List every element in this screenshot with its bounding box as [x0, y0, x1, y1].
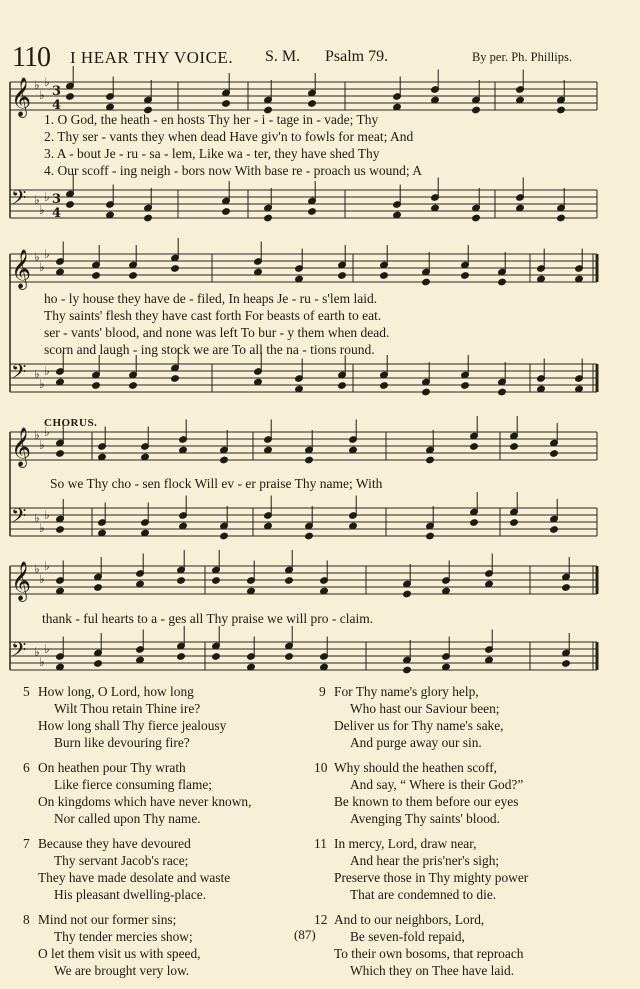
treble-clef: 𝄞	[11, 249, 32, 289]
stanza-line: 6 On heathen pour Thy wrath	[23, 760, 186, 776]
note-head	[557, 106, 566, 114]
composer-credit: By per. Ph. Phillips.	[471, 50, 572, 64]
time-signature: 4	[52, 206, 62, 221]
stanzas-right-column	[314, 684, 624, 989]
note-head	[557, 214, 566, 222]
page-number: (87)	[294, 927, 316, 942]
stanza-line: 8 Mind not our former sins;	[23, 912, 177, 928]
note-head	[422, 388, 431, 396]
flat-sign: ♭	[44, 642, 50, 656]
stanza-line: O let them visit us with speed,	[38, 946, 201, 962]
note-head	[426, 456, 435, 464]
stanza-line: Nor called upon Thy name.	[54, 810, 201, 826]
note-head	[426, 532, 435, 540]
note-head	[66, 93, 75, 101]
note-head	[144, 214, 153, 222]
bass-clef: 𝄢	[11, 638, 27, 666]
note-head	[305, 456, 314, 464]
stanza-line: 12 And to our neighbors, Lord,	[314, 912, 485, 928]
flat-sign: ♭	[34, 645, 40, 659]
flat-sign: ♭	[44, 508, 50, 522]
stanza-line: 5 How long, O Lord, how long	[23, 684, 194, 699]
stanza	[314, 760, 624, 828]
stanza-line: Avenging Thy saints' blood.	[350, 810, 500, 826]
note-head	[403, 590, 412, 598]
note-head	[470, 519, 479, 527]
flat-sign: ♭	[39, 260, 45, 274]
stanza-line: Thy tender mercies show;	[54, 929, 193, 945]
note-head	[461, 382, 470, 390]
stanza-line: Burn like devouring fire?	[54, 734, 190, 750]
note-head	[56, 450, 65, 458]
flat-sign: ♭	[39, 88, 45, 102]
note-head	[510, 519, 519, 527]
flat-sign: ♭	[44, 247, 50, 261]
note-head	[470, 443, 479, 451]
flat-sign: ♭	[44, 75, 50, 89]
note-head	[222, 208, 231, 216]
lyric-line: ser - vants' blood, and none was left To bur - y them when dead.	[44, 325, 390, 340]
stanza-line: 7 Because they have devoured	[23, 836, 191, 852]
note-head	[338, 272, 347, 280]
stanza-number: 5	[23, 684, 30, 699]
note-head	[305, 532, 314, 540]
lyric-line: 1. O God, the heath - en hosts Thy her - i - tage in - vade; Thy	[44, 112, 379, 127]
stanza-line: Wilt Thou retain Thine ire?	[54, 700, 201, 716]
note-head	[220, 456, 229, 464]
chorus-label: CHORUS.	[44, 417, 98, 429]
note-head	[285, 577, 294, 585]
flat-sign: ♭	[39, 521, 45, 535]
treble-clef: 𝄞	[11, 561, 32, 601]
stanza-line: How long shall Thy fierce jealousy	[38, 717, 227, 733]
note-head	[92, 272, 101, 280]
flat-sign: ♭	[34, 78, 40, 92]
time-signature: 4	[52, 98, 62, 113]
note-head	[129, 272, 138, 280]
psalm-reference: Psalm 79.	[325, 48, 389, 65]
stanza-number: 9	[319, 684, 326, 699]
stanza-number: 12	[314, 912, 328, 928]
note-head	[56, 526, 65, 534]
flat-sign: ♭	[44, 559, 50, 573]
stanza-line: 11 In mercy, Lord, draw near,	[314, 836, 477, 852]
lyric-line: 2. Thy ser - vants they when dead Have giv'n to fowls for meat; And	[44, 129, 414, 144]
note-head	[212, 577, 221, 585]
stanza-number: 11	[314, 836, 327, 852]
stanza-line: Deliver us for Thy name's sake,	[334, 717, 504, 733]
stanza	[23, 684, 318, 752]
stanza-line: They have made desolate and waste	[38, 870, 231, 886]
hymn-title: I HEAR THY VOICE.	[70, 48, 234, 67]
stanza-line: Be seven-fold repaid,	[350, 929, 465, 945]
note-head	[171, 265, 180, 273]
lyric-line: Thy saints' flesh they have cast forth For beasts of earth to eat.	[44, 308, 382, 323]
stanza-line: And say, “ Where is their God?”	[350, 777, 524, 793]
note-head	[66, 201, 75, 209]
stanza-line: We are brought very low.	[54, 963, 190, 979]
note-head	[92, 382, 101, 390]
stanza-line: Be known to them before our eyes	[334, 793, 519, 809]
stanza-line: On kingdoms which have never known,	[38, 793, 252, 809]
flat-sign: ♭	[39, 203, 45, 217]
stanza-line: And purge away our sin.	[350, 734, 482, 750]
note-head	[285, 653, 294, 661]
stanza	[314, 836, 624, 904]
stanzas-left-column	[23, 684, 318, 989]
note-head	[380, 382, 389, 390]
lyric-line: ho - ly house they have de - filed, In heaps Je - ru - s'lem laid.	[44, 291, 378, 306]
note-head	[171, 375, 180, 383]
note-head	[212, 653, 221, 661]
stanza-number: 6	[23, 760, 30, 776]
flat-sign: ♭	[44, 364, 50, 378]
stanza-line: 9 For Thy name's glory help,	[319, 684, 479, 699]
stanza	[23, 836, 318, 904]
stanza	[23, 912, 318, 980]
stanza-line: To their own bosoms, that reproach	[334, 946, 524, 962]
lyric-line: 4. Our scoff - ing neigh - bors now With base re - proach us wound; A	[44, 163, 423, 178]
stanza-number: 7	[23, 836, 30, 852]
stanza-line: Which they on Thee have laid.	[350, 963, 515, 979]
flat-sign: ♭	[34, 367, 40, 381]
hymn-meter: S. M.	[265, 48, 301, 65]
stanza-line: Like fierce consuming flame;	[54, 777, 213, 793]
flat-sign: ♭	[34, 250, 40, 264]
time-signature: 3	[52, 84, 62, 99]
note-head	[94, 584, 103, 592]
stanza-line: That are condemned to die.	[350, 886, 497, 902]
lyric-line: 3. A - bout Je - ru - sa - lem, Like wa - ter, they have shed Thy	[44, 146, 380, 161]
note-head	[264, 214, 273, 222]
note-head	[380, 272, 389, 280]
lyric-line: thank - ful hearts to a - ges all Thy praise we will pro - claim.	[42, 611, 374, 626]
stanza-line: 10 Why should the heathen scoff,	[314, 760, 498, 776]
note-head	[510, 443, 519, 451]
flat-sign: ♭	[34, 562, 40, 576]
note-head	[308, 208, 317, 216]
note-head	[562, 584, 571, 592]
note-head	[403, 666, 412, 674]
bass-clef: 𝄢	[11, 504, 27, 532]
note-head	[338, 382, 347, 390]
note-head	[222, 100, 231, 108]
stanza-number: 8	[23, 912, 30, 928]
lyric-line: So we Thy cho - sen flock Will ev - er praise Thy name; With	[50, 476, 383, 491]
note-head	[308, 100, 317, 108]
time-signature: 3	[52, 192, 62, 207]
hymn-number: 110	[12, 42, 50, 73]
flat-sign: ♭	[39, 377, 45, 391]
stanza-line: Thy servant Jacob's race;	[54, 853, 189, 869]
flat-sign: ♭	[39, 572, 45, 586]
lyric-line: scorn and laugh - ing stock we are To all the na - tions round.	[44, 342, 375, 357]
flat-sign: ♭	[39, 438, 45, 452]
stanza-line: His pleasant dwelling-place.	[54, 886, 207, 902]
stanza	[319, 684, 624, 752]
note-head	[129, 382, 138, 390]
stanza	[23, 760, 318, 828]
note-head	[562, 660, 571, 668]
flat-sign: ♭	[34, 511, 40, 525]
stanza-number: 10	[314, 760, 328, 776]
stanza-line: Preserve those in Thy mighty power	[334, 870, 529, 886]
note-head	[422, 278, 431, 286]
bass-clef: 𝄢	[11, 186, 27, 214]
note-head	[550, 450, 559, 458]
stanza-line: Who hast our Saviour been;	[350, 700, 500, 716]
stanza	[314, 912, 624, 980]
note-head	[177, 577, 186, 585]
note-head	[461, 272, 470, 280]
flat-sign: ♭	[34, 193, 40, 207]
flat-sign: ♭	[44, 190, 50, 204]
treble-clef: 𝄞	[11, 427, 32, 467]
note-head	[472, 214, 481, 222]
flat-sign: ♭	[39, 655, 45, 669]
note-head	[94, 660, 103, 668]
bass-clef: 𝄢	[11, 360, 27, 388]
stanza-line: And hear the pris'ner's sigh;	[350, 853, 500, 869]
note-head	[498, 278, 507, 286]
note-head	[550, 526, 559, 534]
note-head	[220, 532, 229, 540]
flat-sign: ♭	[34, 428, 40, 442]
flat-sign: ♭	[44, 425, 50, 439]
treble-clef: 𝄞	[11, 77, 32, 117]
note-head	[472, 106, 481, 114]
note-head	[177, 653, 186, 661]
note-head	[498, 388, 507, 396]
